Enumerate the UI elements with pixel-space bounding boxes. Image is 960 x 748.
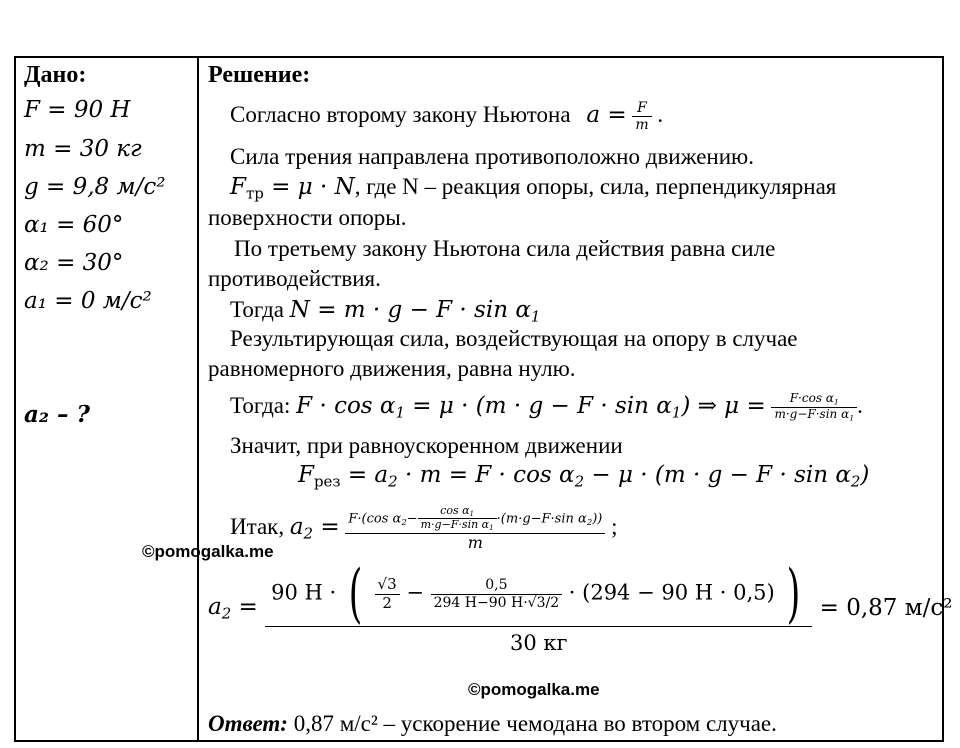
fraction-a2: F·(cos $\alpha_2-$ $\frac{\cos \alpha_1}{m\cdot g-F\cdot\sin \alpha_1}$ ·(m·g−F·sin $\alpha_2$)) m — [345, 505, 605, 552]
then-colon-word: Тогда: — [230, 393, 291, 419]
answer-line — [208, 712, 777, 735]
fraction-sqrt3-2: $\frac{√3}{2}$ — [375, 576, 400, 612]
result-value: = 0,87 м/с² — [819, 595, 953, 622]
fraction-f-over-m: $\frac{F}{m}$ — [632, 100, 651, 133]
watermark-bottom: ©pomogalka.me — [468, 680, 600, 699]
surface-line: поверхности опоры. — [208, 205, 407, 230]
uniform-line: равномерного движения, равна нулю. — [208, 356, 576, 381]
numeric-formula-line — [208, 557, 953, 655]
friction-formula-line — [230, 175, 836, 201]
given-force: F = 90 Н — [24, 97, 131, 123]
given-gravity: g = 9,8 м/с² — [24, 174, 166, 200]
watermark-left: ©pomogalka.me — [142, 542, 274, 561]
mu-formula-line: Тогда: $F \cdot \cos \alpha_1 = \mu \cdot (m \cdot g - F \cdot \sin \alpha_1)$ ⇒ μ = $\frac{F\cdot\cos \alpha_1}{m\cdot g-F\cdot\sin \alpha_1}$ . — [230, 391, 863, 423]
given-mass: m = 30 кг — [24, 136, 142, 162]
given-alpha2: α₂ = 30° — [24, 250, 124, 276]
formula-normal-force: $N = m \cdot g - F \cdot \sin \alpha_1$ — [289, 297, 541, 326]
right-paren: ) — [786, 557, 801, 631]
newton-second-law-text: Согласно второму закону Ньютона — [230, 101, 571, 127]
formula-a2-lhs: $a_2$ = — [208, 593, 258, 623]
left-paren: ( — [348, 557, 363, 631]
given-accel1: a₁ = 0 м/с² — [24, 288, 152, 314]
accelerated-line: Значит, при равноускоренном движении — [230, 433, 623, 458]
formula-balance: $F \cdot \cos \alpha_1 = \mu \cdot (m \cdot g - F \cdot \sin \alpha_1)$ ⇒ μ = — [296, 393, 766, 422]
answer-label: Ответ: — [208, 711, 288, 736]
counteraction-line: противодействия. — [208, 266, 381, 291]
accel-formula-line: Итак, $a_2$ = F·(cos $\alpha_2-$ $\frac{\cos \alpha_1}{m\cdot g-F\cdot\sin \alpha_1}$ ·(m·g−F·sin $\alpha_2$)) m ; — [230, 504, 618, 552]
solution-header: Решение: — [208, 62, 311, 88]
formula-a2-equals: $a_2$ = — [289, 513, 340, 543]
formula-friction: $F_{тр} = \mu \cdot N$ — [230, 174, 355, 203]
fraction-05: $\frac{0,5}{294 Н-90 Н\cdot√3/2}$ — [431, 577, 563, 610]
friction-desc: , где N – реакция опоры, сила, перпендикулярная — [354, 174, 837, 199]
fraction-mu: $\frac{F\cdot\cos \alpha_1}{m\cdot g-F\cdot\sin \alpha_1}$ — [771, 392, 857, 424]
answer-value: 0,87 м/с² – ускорение чемодана во втором случае. — [293, 711, 777, 736]
then-word: Тогда — [230, 297, 285, 322]
find-label: a₂ – ? — [24, 401, 90, 428]
newton-second-law-line: Согласно второму закону Ньютона a = $\frac{F}{m}$ . — [230, 100, 664, 134]
given-header: Дано: — [24, 62, 87, 88]
thus-word: Итак, — [230, 513, 285, 539]
normal-force-line — [230, 298, 540, 324]
formula-resultant-force: $F_{рез} = a_2 \cdot m = F \cdot \cos \alpha_2 - \mu \cdot (m \cdot g - F \cdot \sin \alpha_2)$ — [298, 462, 870, 491]
newton-third-law-line: По третьему закону Ньютона сила действия равна силе — [234, 236, 776, 261]
resultant-line: Результирующая сила, воздействующая на опору в случае — [230, 326, 798, 351]
fraction-numeric: 90 Н · ( $\frac{√3}{2}$ − $\frac{0,5}{294 Н-90 Н\cdot√3/2}$ · (294 − 90 Н · 0,5) ) 30 кг — [265, 562, 812, 655]
friction-line: Сила трения направлена противоположно движению. — [230, 144, 754, 169]
given-alpha1: α₁ = 60° — [24, 212, 124, 238]
formula-a-equals: a = — [586, 101, 627, 128]
column-divider — [197, 56, 199, 742]
